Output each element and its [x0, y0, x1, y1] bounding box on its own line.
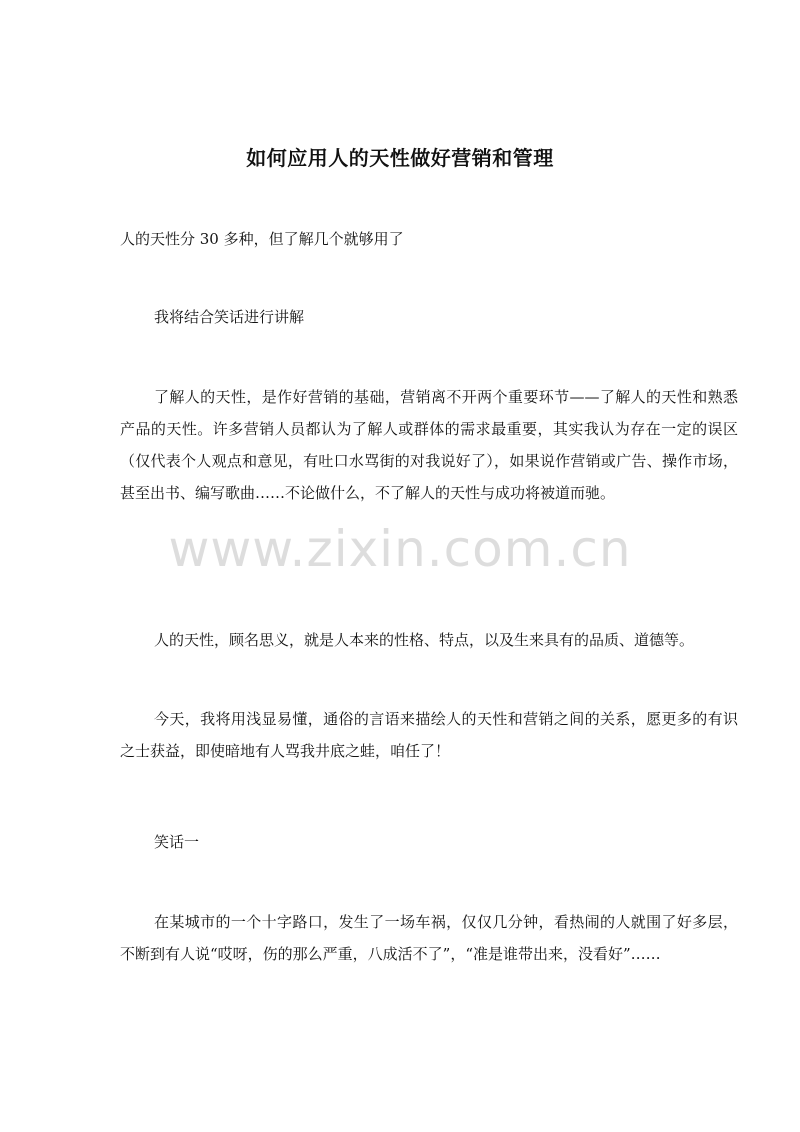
paragraph-today: 今天，我将用浅显易懂，通俗的言语来描绘人的天性和营销之间的关系，愿更多的有识之士获益，即使暗地有人骂我井底之蛙，咱任了！: [120, 710, 738, 760]
document-title: 如何应用人的天性做好营销和管理: [246, 146, 554, 170]
paragraph-definition: 人的天性，顾名思义，就是人本来的性格、特点，以及生来具有的品质、道德等。: [154, 631, 695, 649]
paragraph-understanding: 了解人的天性，是作好营销的基础，营销离不开两个重要环节——了解人的天性和熟悉产品的天性。许多营销人员都认为了解人或群体的需求最重要，其实我认为存在一定的误区（仅代表个人观点和意见，有吐口水骂街的对我说好了），如果说作营销或广告、操作市场，甚至出书、编写歌曲……不论做什么，不了解人的天性与成功将被道而驰。: [120, 388, 738, 502]
paragraph-intro: 人的天性分 30 多种，但了解几个就够用了: [120, 230, 404, 248]
paragraph-joke-heading: 笑话一: [154, 833, 200, 851]
paragraph-joke-one: 在某城市的一个十字路口，发生了一场车祸，仅仅几分钟，看热闹的人就围了好多层，不断到有人说“哎呀，伤的那么严重，八成活不了”，“准是谁带出来，没看好”……: [120, 913, 738, 963]
watermark-text: www.zixin.com.cn: [168, 520, 632, 578]
paragraph-method: 我将结合笑话进行讲解: [154, 308, 305, 326]
